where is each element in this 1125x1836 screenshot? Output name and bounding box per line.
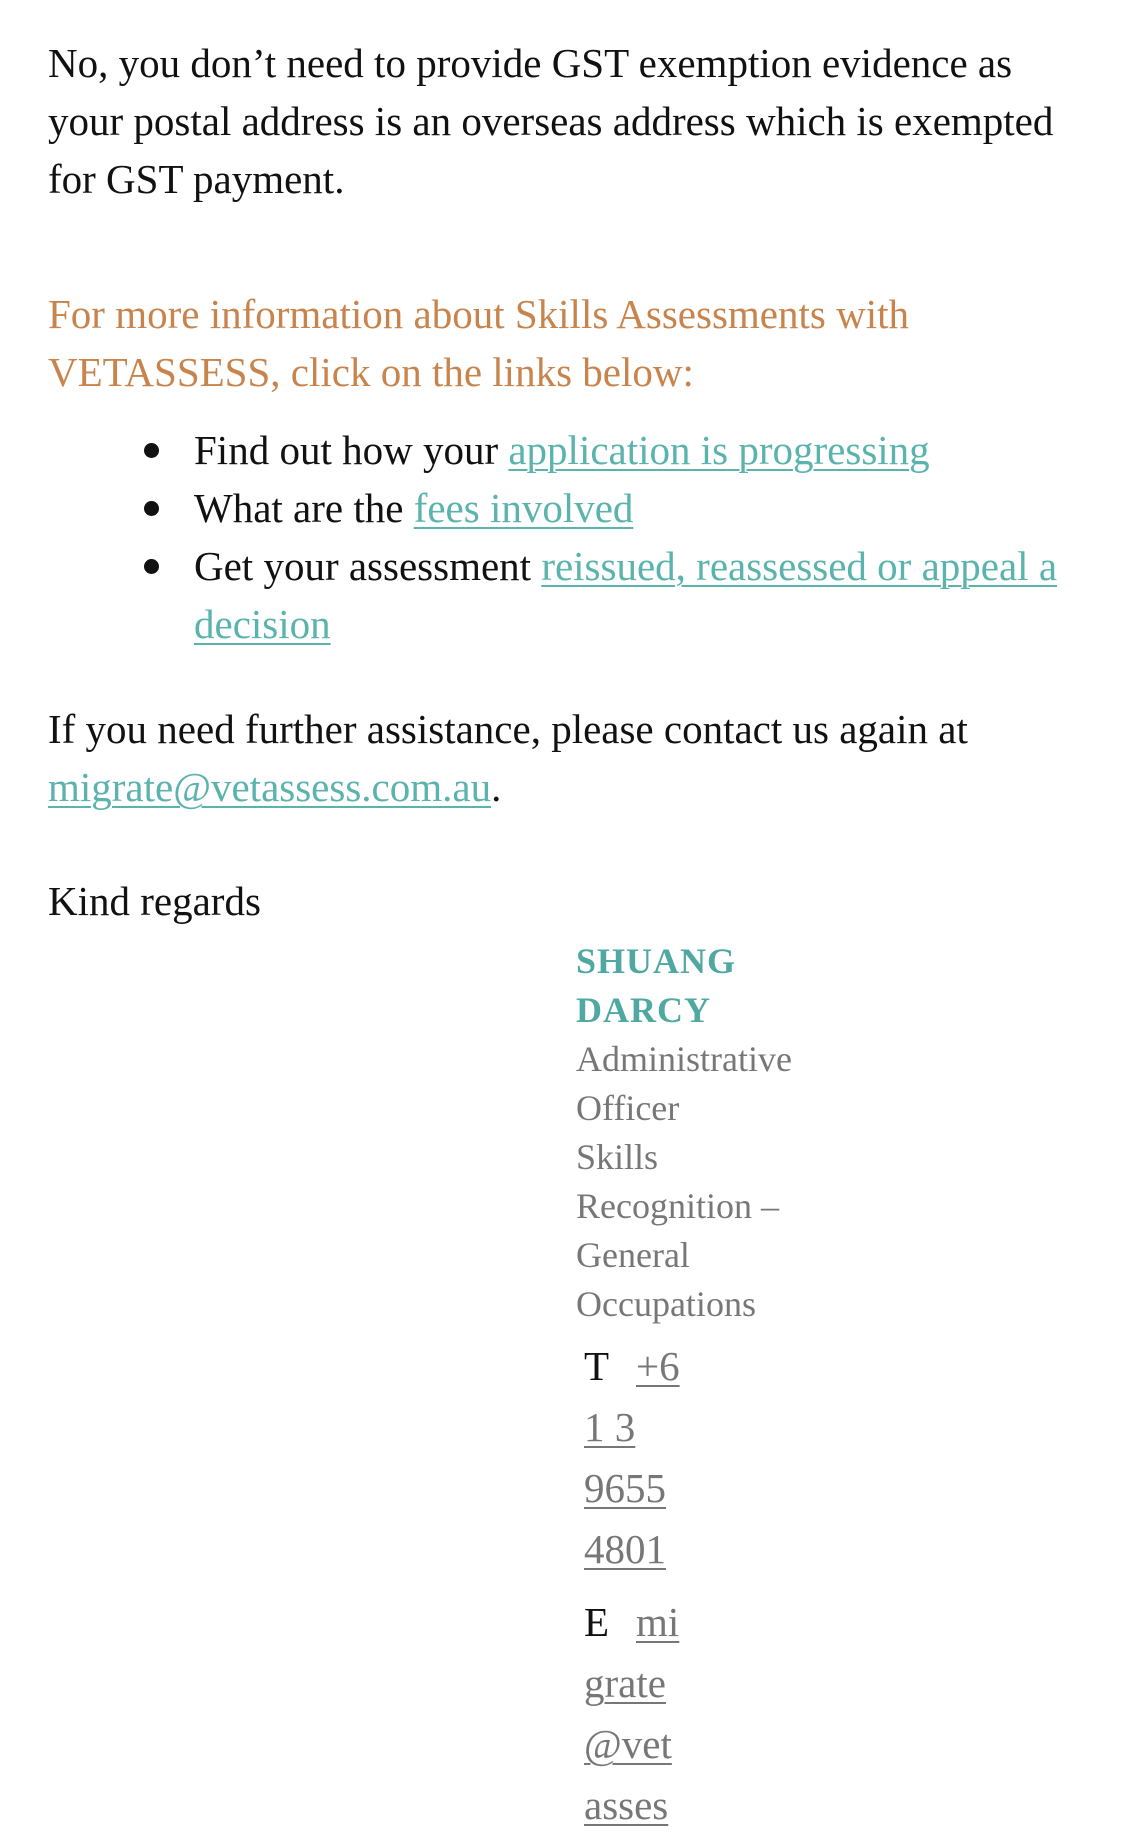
contact-text: If you need further assistance, please contact us again at — [48, 706, 968, 752]
phone-link-part[interactable]: 4801 — [584, 1526, 666, 1572]
list-item-progress — [48, 421, 1088, 479]
role-line: Skills — [576, 1137, 659, 1177]
info-heading-text: For more information about Skills Assessments with VETASSESS, click on the links below: — [48, 291, 909, 395]
role-line: Officer — [576, 1088, 680, 1128]
email-label: E — [584, 1599, 610, 1645]
email-link-part[interactable]: mi — [636, 1599, 680, 1645]
phone-link-part[interactable]: +6 — [636, 1343, 680, 1389]
bullet-prefix: What are the — [194, 485, 414, 531]
bullet-icon — [144, 501, 159, 516]
phone-label: T — [584, 1343, 610, 1389]
email-link-part[interactable]: asses — [584, 1782, 669, 1828]
email-signature — [576, 937, 826, 1329]
bullet-icon — [144, 443, 159, 458]
reissue-reassess-appeal-link[interactable]: reissued, reassessed or appeal a decision — [194, 543, 1058, 647]
email-link-part[interactable]: @vet — [584, 1721, 672, 1767]
signature-email — [584, 1592, 734, 1836]
signature-phone — [584, 1336, 734, 1580]
list-item-fees — [48, 479, 1088, 537]
application-progress-link[interactable]: application is progressing — [508, 427, 930, 473]
signature-name: SHUANG DARCY — [576, 941, 737, 1030]
email-link-part[interactable]: grate — [584, 1660, 666, 1706]
bullet-icon — [144, 559, 159, 574]
regards-text: Kind regards — [48, 878, 261, 924]
role-line: Occupations — [576, 1284, 756, 1324]
contact-paragraph — [48, 700, 1088, 816]
info-heading — [48, 285, 1088, 401]
info-links-list — [48, 421, 1088, 653]
bullet-prefix: Get your assessment — [194, 543, 542, 589]
role-line: Administrative — [576, 1039, 792, 1079]
intro-paragraph — [48, 34, 1088, 208]
phone-link-part[interactable]: 9655 — [584, 1465, 666, 1511]
contact-suffix: . — [491, 764, 502, 810]
role-line: Recognition – — [576, 1186, 779, 1226]
closing-regards — [48, 872, 1088, 930]
role-line: General — [576, 1235, 690, 1275]
signature-role — [576, 1035, 816, 1329]
bullet-prefix: Find out how your — [194, 427, 509, 473]
list-item-reissue — [48, 537, 1088, 653]
contact-email-link[interactable]: migrate@vetassess.com.au — [48, 764, 492, 810]
intro-text: No, you don’t need to provide GST exemption evidence as your postal address is an overseas address which is exempted for GST payment. — [48, 40, 1054, 202]
phone-link-part[interactable]: 1 3 — [584, 1404, 636, 1450]
fees-involved-link[interactable]: fees involved — [413, 485, 634, 531]
